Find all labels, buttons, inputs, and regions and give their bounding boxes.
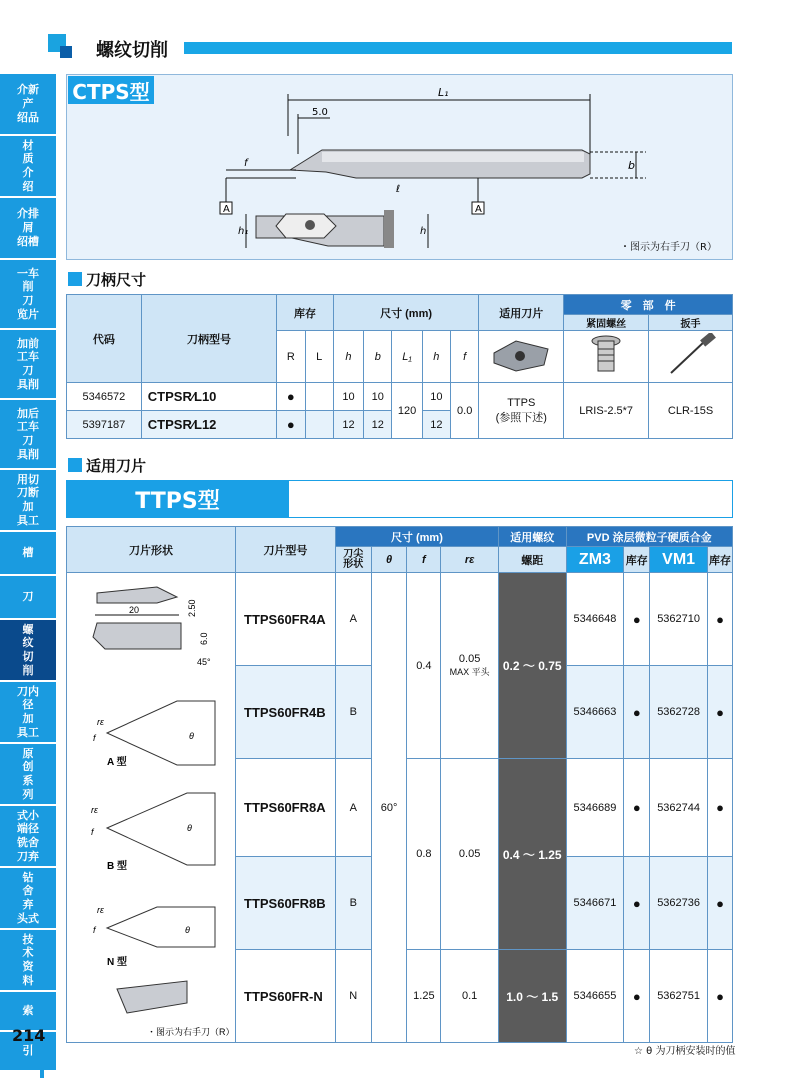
shank-l1: 120 [392, 383, 422, 439]
shank-code-0: 5346572 [67, 383, 142, 411]
insert-tip-3: B [335, 857, 371, 950]
section-square [68, 272, 82, 286]
insert-vm1-0: 5362710 [650, 573, 708, 666]
th-code: 代码 [67, 295, 142, 383]
label-theta-b: θ [187, 823, 192, 833]
label-re-n: rε [97, 905, 104, 915]
dim-b: b [628, 159, 635, 172]
label-type-n: N 型 [107, 957, 127, 968]
th-re: rε [441, 547, 499, 573]
th-vm1: VM1 [650, 547, 708, 573]
insert-s1-4: ● [624, 950, 650, 1043]
sidebar-item-5[interactable]: 加后 工车 刀 具削 [0, 400, 56, 470]
sidebar-item-2[interactable]: 介排 屑 绍槽 [0, 198, 56, 260]
sidebar-item-4[interactable]: 加前 工车 刀 具削 [0, 330, 56, 400]
insert-shape-drawings [67, 573, 235, 1039]
insert-vm1-3: 5362736 [650, 857, 708, 950]
shank-h2-1: 12 [422, 411, 450, 439]
th-insert: 适用刀片 [479, 295, 564, 331]
dim-5: 5.0 [312, 107, 328, 118]
label-f-a: f [93, 733, 96, 743]
shank-code-1: 5397187 [67, 411, 142, 439]
sidebar-item-16[interactable]: 引 [0, 1032, 56, 1072]
dim-h1: h₁ [238, 226, 249, 237]
insert-pitch-g3: 1.0 ～ 1.5 [498, 950, 566, 1043]
insert-f-g1: 0.4 [407, 573, 441, 759]
datum-a-left: A [223, 204, 230, 215]
shank-h-0: 10 [333, 383, 363, 411]
wrench-image [649, 331, 733, 383]
insert-s1-2: ● [624, 759, 650, 857]
th-h2: h [422, 331, 450, 383]
ttps-title: TTPS型 [66, 480, 289, 518]
th-stock-zm3: 库存 [624, 547, 650, 573]
page-title: 螺纹切削 [96, 40, 168, 61]
insert-model-1: TTPS60FR4B [236, 666, 336, 759]
th-model: 刀柄型号 [141, 295, 276, 383]
insert-table [66, 526, 733, 1043]
th-thread: 适用螺纹 [498, 527, 566, 547]
insert-s2-0: ● [708, 573, 733, 666]
th-dims: 尺寸 (mm) [333, 295, 479, 331]
th-pitch: 螺距 [498, 547, 566, 573]
label-theta-n: θ [185, 925, 190, 935]
insert-tip-1: B [335, 666, 371, 759]
shank-h-1: 12 [333, 411, 363, 439]
insert-s1-1: ● [624, 666, 650, 759]
insert-s2-1: ● [708, 666, 733, 759]
datum-a-right: A [475, 204, 482, 215]
insert-image [479, 331, 564, 383]
sidebar-item-9[interactable]: 螺 纹 切 削 [0, 620, 56, 682]
shank-insert: TTPS (参照下述) [479, 383, 564, 439]
label-type-b: B 型 [107, 861, 127, 872]
shank-b-1: 12 [364, 411, 392, 439]
insert-s2-4: ● [708, 950, 733, 1043]
dim-h: h [420, 226, 427, 237]
th-screw: 紧固螺丝 [564, 315, 649, 331]
header-bar [184, 42, 732, 54]
sidebar [0, 74, 56, 1078]
dim-L1: L₁ [438, 86, 449, 99]
sidebar-item-12[interactable]: 式小 端径 铣舍 刀弃 [0, 806, 56, 868]
shape-note: ・图示为右手刀（R） [147, 1027, 235, 1037]
th-parts: 零 部 件 [564, 295, 733, 315]
page-number-bar [40, 1046, 44, 1078]
insert-re-g1-value: 0.05 [458, 653, 481, 665]
insert-section-title: 适用刀片 [86, 457, 147, 475]
header-accent-square-dark [60, 46, 72, 58]
th-insert-dims: 尺寸 (mm) [335, 527, 498, 547]
shank-l-0 [305, 383, 333, 411]
shank-model-0: CTPS⁠R⁄L10 [141, 383, 276, 411]
insert-s1-0: ● [624, 573, 650, 666]
sidebar-item-3[interactable]: 一车 削 刀 览片 [0, 260, 56, 330]
insert-re-g3: 0.1 [441, 950, 499, 1043]
sidebar-item-10[interactable]: 刀内 径 加 具工 [0, 682, 56, 744]
footnote: ☆ θ 为刀柄安装时的值 [634, 1046, 736, 1057]
insert-pitch-g2: 0.4 ～ 1.25 [498, 759, 566, 950]
th-l: L [305, 331, 333, 383]
th-pvd: PVD 涂层微粒子硬质合金 [566, 527, 733, 547]
sidebar-item-0[interactable]: 介新 产 绍品 [0, 74, 56, 136]
sidebar-item-14[interactable]: 技 术 资 料 [0, 930, 56, 992]
sidebar-item-6[interactable]: 用切 刀断 加 具工 [0, 470, 56, 532]
insert-zm3-3: 5346671 [566, 857, 624, 950]
shank-table [66, 294, 733, 439]
insert-s2-3: ● [708, 857, 733, 950]
dim-l: ℓ [396, 184, 401, 195]
insert-model-0: TTPS60FR4A [236, 573, 336, 666]
th-stock-vm1: 库存 [708, 547, 733, 573]
insert-re-g2: 0.05 [441, 759, 499, 950]
dim-20: 20 [129, 605, 140, 615]
sidebar-item-7[interactable]: 槽 [0, 532, 56, 576]
insert-model-3: TTPS60FR8B [236, 857, 336, 950]
insert-tip-0: A [335, 573, 371, 666]
insert-zm3-1: 5346663 [566, 666, 624, 759]
screw-image [564, 331, 649, 383]
insert-picture-icon [486, 335, 556, 375]
ttps-title-line [289, 480, 733, 518]
insert-tip-4: N [335, 950, 371, 1043]
th-zm3: ZM3 [566, 547, 624, 573]
dim-45: 45° [197, 657, 211, 667]
label-f-b: f [91, 827, 94, 837]
insert-zm3-4: 5346655 [566, 950, 624, 1043]
sidebar-item-1[interactable]: 材 质 介 绍 [0, 136, 56, 198]
insert-s1-3: ● [624, 857, 650, 950]
shank-model-1: CTPS⁠R⁄L12 [141, 411, 276, 439]
sidebar-item-8[interactable]: 刀 [0, 576, 56, 620]
screw-picture-icon [581, 333, 631, 377]
th-wrench: 扳手 [649, 315, 733, 331]
label-re-a: rε [97, 717, 104, 727]
dim-f: f [244, 158, 248, 169]
section-square [68, 458, 82, 472]
shank-r-0: ● [277, 383, 305, 411]
dim-60: 6.0 [199, 632, 209, 645]
shank-r-1: ● [277, 411, 305, 439]
ctps-title: CTPS型 [68, 76, 154, 104]
dim-250: 2.50 [187, 599, 197, 617]
sidebar-item-15[interactable]: 索 [0, 992, 56, 1032]
th-insert-model: 刀片型号 [236, 527, 336, 573]
shank-section-title: 刀柄尺寸 [86, 271, 147, 289]
th-tip: 刀尖 形状 [335, 547, 371, 573]
insert-f-g3: 1.25 [407, 950, 441, 1043]
sidebar-item-11[interactable]: 原 创 系 列 [0, 744, 56, 806]
shank-b-0: 10 [364, 383, 392, 411]
shank-h2-0: 10 [422, 383, 450, 411]
label-f-n: f [93, 925, 96, 935]
wrench-picture-icon [661, 333, 721, 377]
th-h: h [333, 331, 363, 383]
ctps-note: ・图示为右手刀（R） [620, 242, 717, 253]
insert-tip-2: A [335, 759, 371, 857]
insert-zm3-2: 5346689 [566, 759, 624, 857]
insert-re-g1-note: MAX 平头 [449, 667, 490, 677]
shank-screw: LRIS-2.5*7 [564, 383, 649, 439]
insert-s2-2: ● [708, 759, 733, 857]
ctps-drawing [66, 74, 733, 260]
insert-f-g2: 0.8 [407, 759, 441, 950]
th-r: R [277, 331, 305, 383]
insert-model-2: TTPS60FR8A [236, 759, 336, 857]
label-theta-a: θ [189, 731, 194, 741]
shank-f: 0.0 [451, 383, 479, 439]
label-re-b: rε [91, 805, 98, 815]
th-f: f [451, 331, 479, 383]
label-type-a: A 型 [107, 757, 127, 768]
insert-re-g1 [441, 573, 499, 759]
th-b: b [364, 331, 392, 383]
sidebar-item-13[interactable]: 钻 舍 弃 头式 [0, 868, 56, 930]
insert-model-4: TTPS60FR-N [236, 950, 336, 1043]
shank-wrench: CLR-15S [649, 383, 733, 439]
insert-zm3-0: 5346648 [566, 573, 624, 666]
th-shape: 刀片形状 [67, 527, 236, 573]
insert-vm1-1: 5362728 [650, 666, 708, 759]
shape-cell [67, 573, 236, 1043]
page-number: 214 [12, 1026, 46, 1045]
insert-theta: 60° [371, 573, 407, 1043]
th-theta: θ [371, 547, 407, 573]
th-stock: 库存 [277, 295, 334, 331]
shank-l-1 [305, 411, 333, 439]
insert-pitch-g1: 0.2 ～ 0.75 [498, 573, 566, 759]
insert-vm1-4: 5362751 [650, 950, 708, 1043]
insert-vm1-2: 5362744 [650, 759, 708, 857]
th-insert-f: f [407, 547, 441, 573]
th-l1: L₁ [392, 331, 422, 383]
